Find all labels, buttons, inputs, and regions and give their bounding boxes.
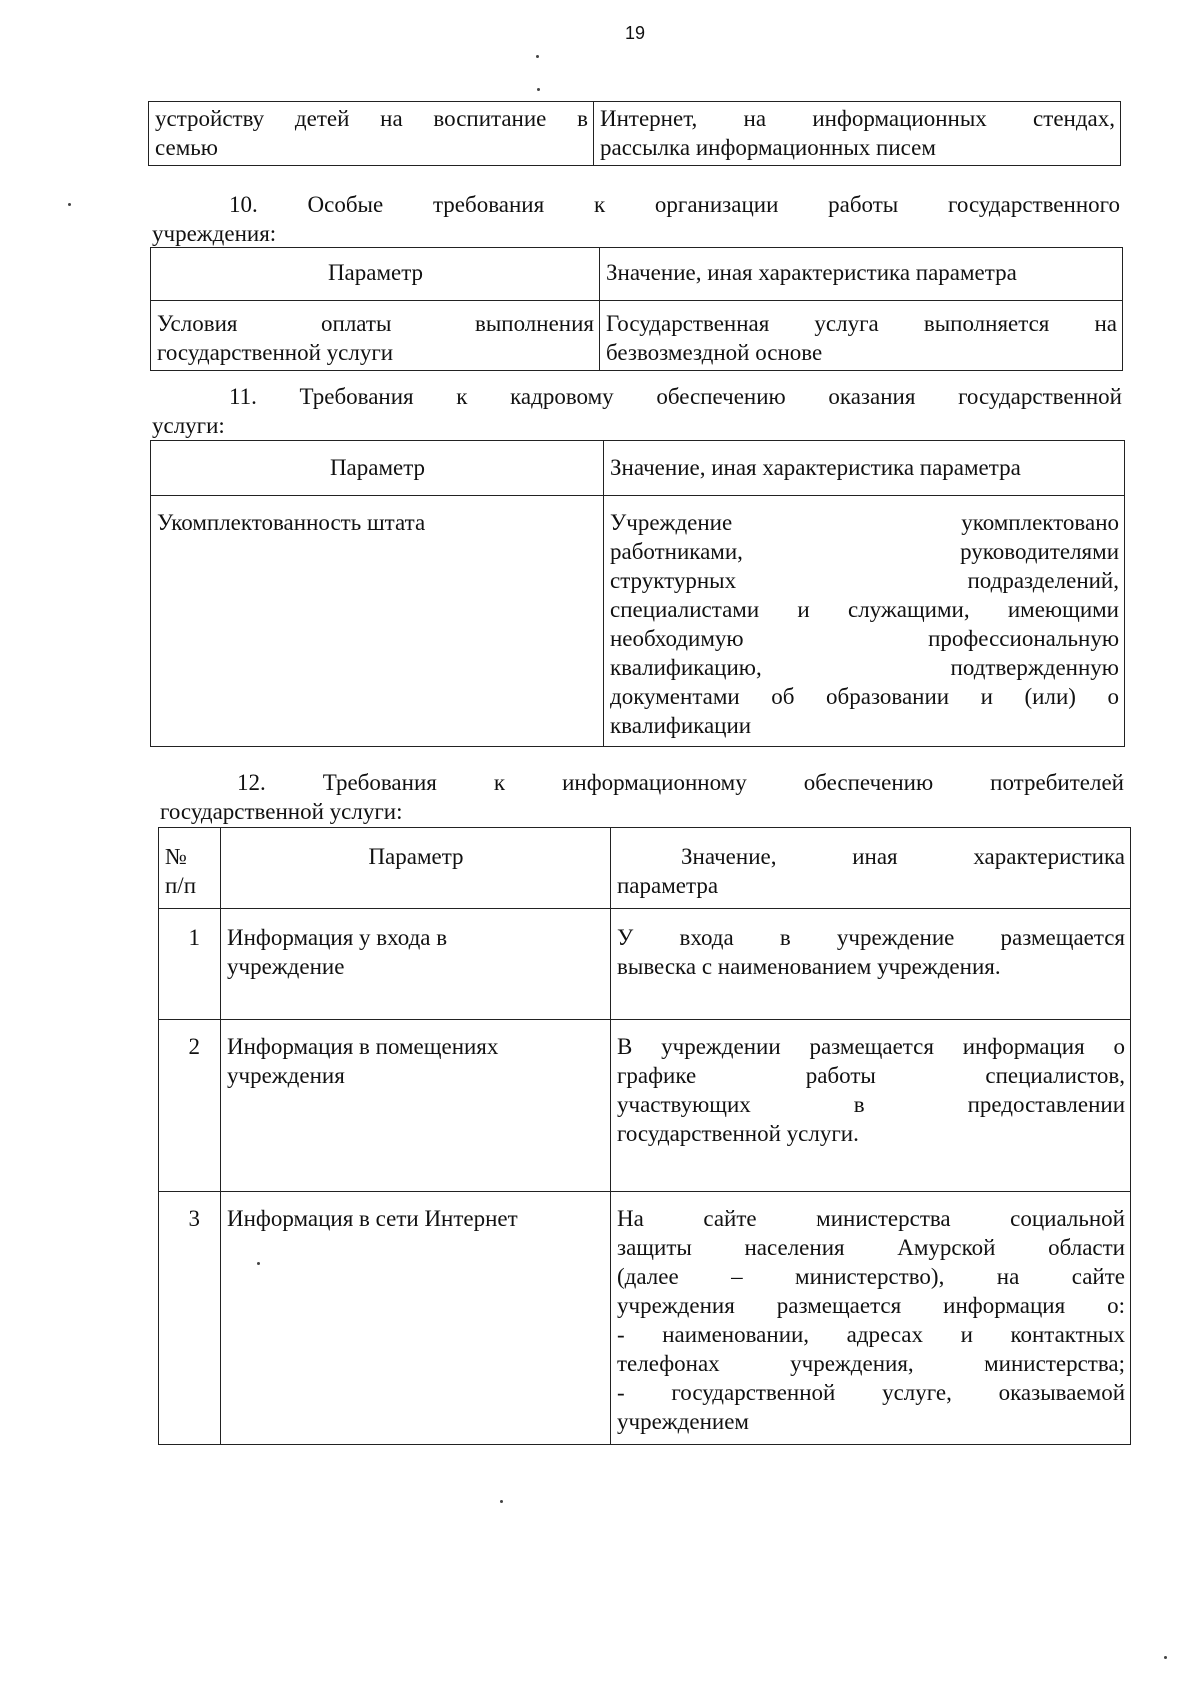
parameter-cell: Информация в помещениях учреждения bbox=[221, 1020, 611, 1192]
header-value: Значение, иная характеристика параметра bbox=[604, 441, 1125, 496]
row-number: 3 bbox=[159, 1192, 221, 1445]
header-value: Значение, иная характеристика параметра bbox=[611, 828, 1131, 909]
section-10-table bbox=[150, 247, 1123, 371]
value-cell: У входа в учреждение размещается вывеска с наименованием учреждения. bbox=[611, 909, 1131, 1020]
parameter-cell: Информация в сети Интернет bbox=[221, 1192, 611, 1445]
section-12-table bbox=[158, 827, 1131, 1445]
value-cell: На сайте министерства социальной защиты населения Амурской области (далее – министерство), на сайте учреждения размещается информация о: - наименовании, адресах и контактных телефонах учреждения, министерства; - государственной услуге, оказываемой учреждением bbox=[611, 1192, 1131, 1445]
section-11-table bbox=[150, 440, 1125, 747]
table-row bbox=[149, 102, 1121, 166]
header-parameter: Параметр bbox=[151, 248, 600, 301]
header-parameter: Параметр bbox=[151, 441, 604, 496]
scan-speck bbox=[537, 88, 540, 91]
table-header-row bbox=[159, 828, 1131, 909]
section-11-heading: 11. Требования к кадровому обеспечению оказания государственной услуги: bbox=[152, 384, 1122, 438]
row-number: 1 bbox=[159, 909, 221, 1020]
value-cell: В учреждении размещается информация о графике работы специалистов, участвующих в предоставлении государственной услуги. bbox=[611, 1020, 1131, 1192]
header-parameter: Параметр bbox=[221, 828, 611, 909]
parameter-cell: Условия оплаты выполнения государственной услуги bbox=[151, 301, 600, 371]
table-row bbox=[151, 496, 1125, 747]
continuation-table bbox=[148, 101, 1121, 166]
page-number: 19 bbox=[624, 23, 646, 43]
table-row bbox=[159, 1020, 1131, 1192]
header-number: № п/п bbox=[159, 828, 221, 909]
scan-speck bbox=[68, 203, 71, 206]
scan-speck bbox=[1164, 1656, 1167, 1659]
parameter-cell: Укомплектованность штата bbox=[151, 496, 604, 747]
section-10-heading: 10. Особые требования к организации работы государственного учреждения: bbox=[152, 192, 1120, 246]
table-header-row bbox=[151, 441, 1125, 496]
scan-speck bbox=[500, 1500, 503, 1503]
continuation-left-cell: устройству детей на воспитание в семью bbox=[149, 102, 594, 166]
header-value: Значение, иная характеристика параметра bbox=[600, 248, 1123, 301]
table-row bbox=[159, 1192, 1131, 1445]
scan-speck bbox=[257, 1262, 260, 1265]
value-cell: Учреждение укомплектовано работниками, руководителями структурных подразделений, специалистами и служащими, имеющими необходимую профессиональную квалификацию, подтвержденную документами об образовании и (или) о квалификации bbox=[604, 496, 1125, 747]
table-row bbox=[151, 301, 1123, 371]
scan-speck bbox=[536, 55, 539, 58]
value-cell: Государственная услуга выполняется на безвозмездной основе bbox=[600, 301, 1123, 371]
table-row bbox=[159, 909, 1131, 1020]
row-number: 2 bbox=[159, 1020, 221, 1192]
continuation-right-cell: Интернет, на информационных стендах, рассылка информационных писем bbox=[594, 102, 1121, 166]
parameter-cell: Информация у входа в учреждение bbox=[221, 909, 611, 1020]
table-header-row bbox=[151, 248, 1123, 301]
section-12-heading: 12. Требования к информационному обеспечению потребителей государственной услуги: bbox=[160, 770, 1124, 824]
